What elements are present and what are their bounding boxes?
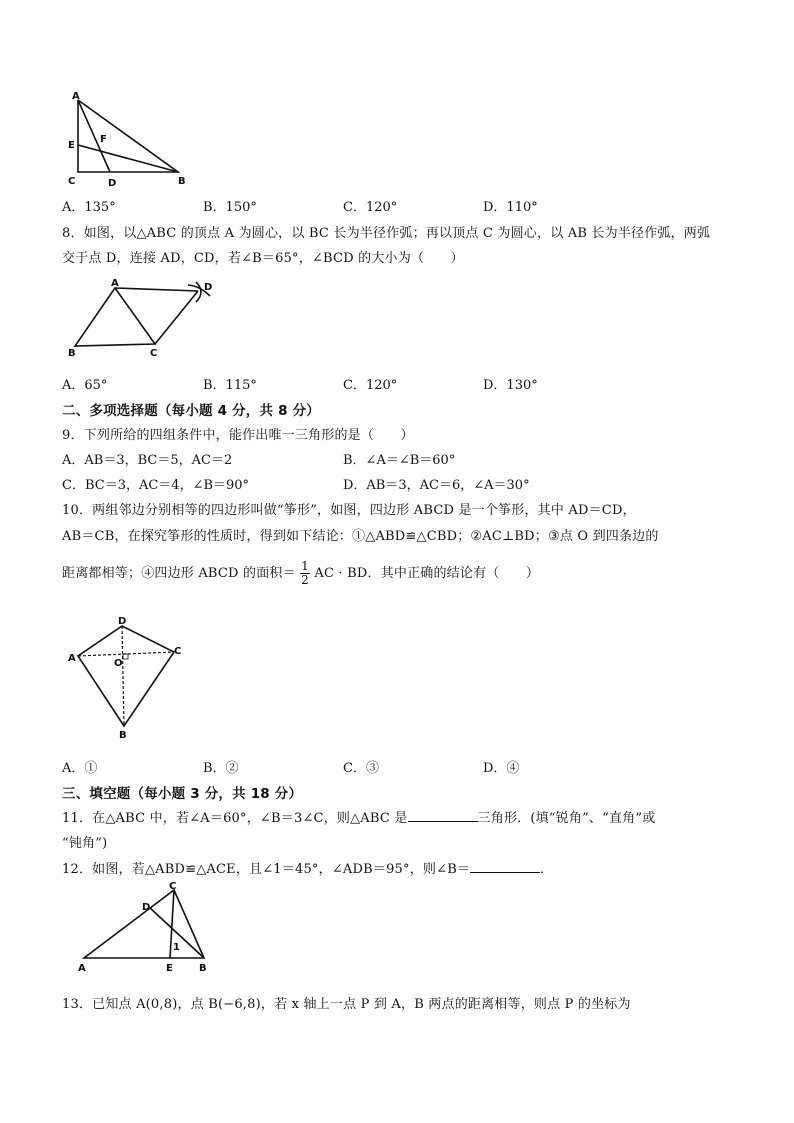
q10-fraction-numerator: 1 <box>301 559 310 573</box>
q8-figure <box>60 276 225 366</box>
q7-label-B: B <box>178 176 186 187</box>
q10-option-a[interactable]: A．① <box>62 761 98 776</box>
section-2-title: 二、多项选择题（每小题 4 分，共 8 分） <box>62 403 320 419</box>
q12-label-A: A <box>78 963 86 974</box>
q8-option-d[interactable]: D．130° <box>483 378 538 393</box>
q10-option-d[interactable]: D．④ <box>483 761 520 776</box>
q11-stem-line1-post: 三角形．(填“锐角”、“直角”或 <box>477 811 656 826</box>
q12-label-E: E <box>166 963 173 974</box>
q10-figure <box>62 614 192 744</box>
q10-option-c[interactable]: C．③ <box>343 761 379 776</box>
q9-option-b[interactable]: B．∠A＝∠B＝60° <box>343 453 456 468</box>
q8-option-a[interactable]: A．65° <box>62 378 108 393</box>
q12-label-1: 1 <box>173 942 180 953</box>
q13-stem-line1: 13．已知点 A(0,8)，点 B(−6,8)，若 x 轴上一点 P 到 A，B 两点的距离相等，则点 P 的坐标为 <box>62 997 631 1012</box>
q10-option-b[interactable]: B．② <box>203 761 239 776</box>
q12-stem-pre: 12．如图，若△ABD≌△ACE，且∠1＝45°，∠ADB＝95°，则∠B＝ <box>62 862 471 877</box>
q12-stem <box>62 858 553 877</box>
q9-option-a[interactable]: A．AB＝3，BC＝5，AC＝2 <box>62 453 233 468</box>
q11-stem-line1-pre: 11．在△ABC 中，若∠A＝60°，∠B＝3∠C，则△ABC 是 <box>62 811 408 826</box>
section-3-title: 三、填空题（每小题 3 分，共 18 分） <box>62 786 303 802</box>
q8-label-D: D <box>204 282 213 293</box>
q8-stem-line1: 8．如图，以△ABC 的顶点 A 为圆心，以 BC 长为半径作弧；再以顶点 C 为圆心，以 AB 长为半径作弧，两弧 <box>62 226 711 241</box>
q7-option-a[interactable]: A．135° <box>62 200 116 215</box>
q10-label-B: B <box>119 730 127 741</box>
q8-label-A: A <box>111 278 119 289</box>
q12-answer-blank[interactable] <box>470 860 540 873</box>
q12-label-D: D <box>142 902 151 913</box>
q11-stem-line2: “钝角”) <box>62 836 108 851</box>
q7-option-b[interactable]: B．150° <box>203 200 257 215</box>
q10-stem-line1: 10．两组邻边分别相等的四边形叫做“筝形”，如图，四边形 ABCD 是一个筝形，其中 AD＝CD， <box>62 503 636 518</box>
q10-stem-line3-pre: 距离都相等；④四边形 ABCD 的面积＝ <box>62 566 296 581</box>
q10-label-O: O <box>114 658 123 669</box>
q7-option-d[interactable]: D．110° <box>483 200 538 215</box>
q8-option-c[interactable]: C．120° <box>343 378 398 393</box>
q9-option-d[interactable]: D．AB＝3，AC＝6，∠A＝30° <box>343 478 530 493</box>
q8-label-C: C <box>150 348 158 359</box>
q7-label-C: C <box>68 176 76 187</box>
q10-fraction-denominator: 2 <box>301 573 310 587</box>
q9-stem: 9．下列所给的四组条件中，能作出唯一三角形的是（ ） <box>62 428 414 443</box>
q12-figure <box>72 880 217 975</box>
q7-label-F: F <box>100 134 107 145</box>
q10-label-C: C <box>174 646 182 657</box>
q10-label-A: A <box>68 653 76 664</box>
q7-figure <box>60 90 195 190</box>
q10-stem-line2: AB＝CB，在探究筝形的性质时，得到如下结论：①△ABD≌△CBD；②AC⊥BD；③点 O 到四条边的 <box>62 529 659 544</box>
q9-option-c[interactable]: C．BC＝3，AC＝4，∠B＝90° <box>62 478 250 493</box>
q10-stem-line3-post: AC · BD．其中正确的结论有（ ） <box>314 566 540 581</box>
q12-stem-post: ． <box>540 862 554 877</box>
q8-option-b[interactable]: B．115° <box>203 378 257 393</box>
q8-label-B: B <box>68 348 76 359</box>
q7-label-E: E <box>68 140 75 151</box>
q10-fraction <box>300 560 310 587</box>
q12-label-C: C <box>169 881 177 892</box>
q10-stem-line3 <box>62 560 539 587</box>
q7-option-c[interactable]: C．120° <box>343 200 398 215</box>
q11-answer-blank[interactable] <box>408 809 478 822</box>
q11-stem-line1 <box>62 807 655 826</box>
q8-stem-line2: 交于点 D，连接 AD，CD，若∠B＝65°，∠BCD 的大小为（ ） <box>62 251 464 266</box>
q7-label-A: A <box>72 91 80 102</box>
q10-label-D: D <box>118 616 127 627</box>
q7-label-D: D <box>108 178 117 189</box>
q12-label-B: B <box>199 963 207 974</box>
